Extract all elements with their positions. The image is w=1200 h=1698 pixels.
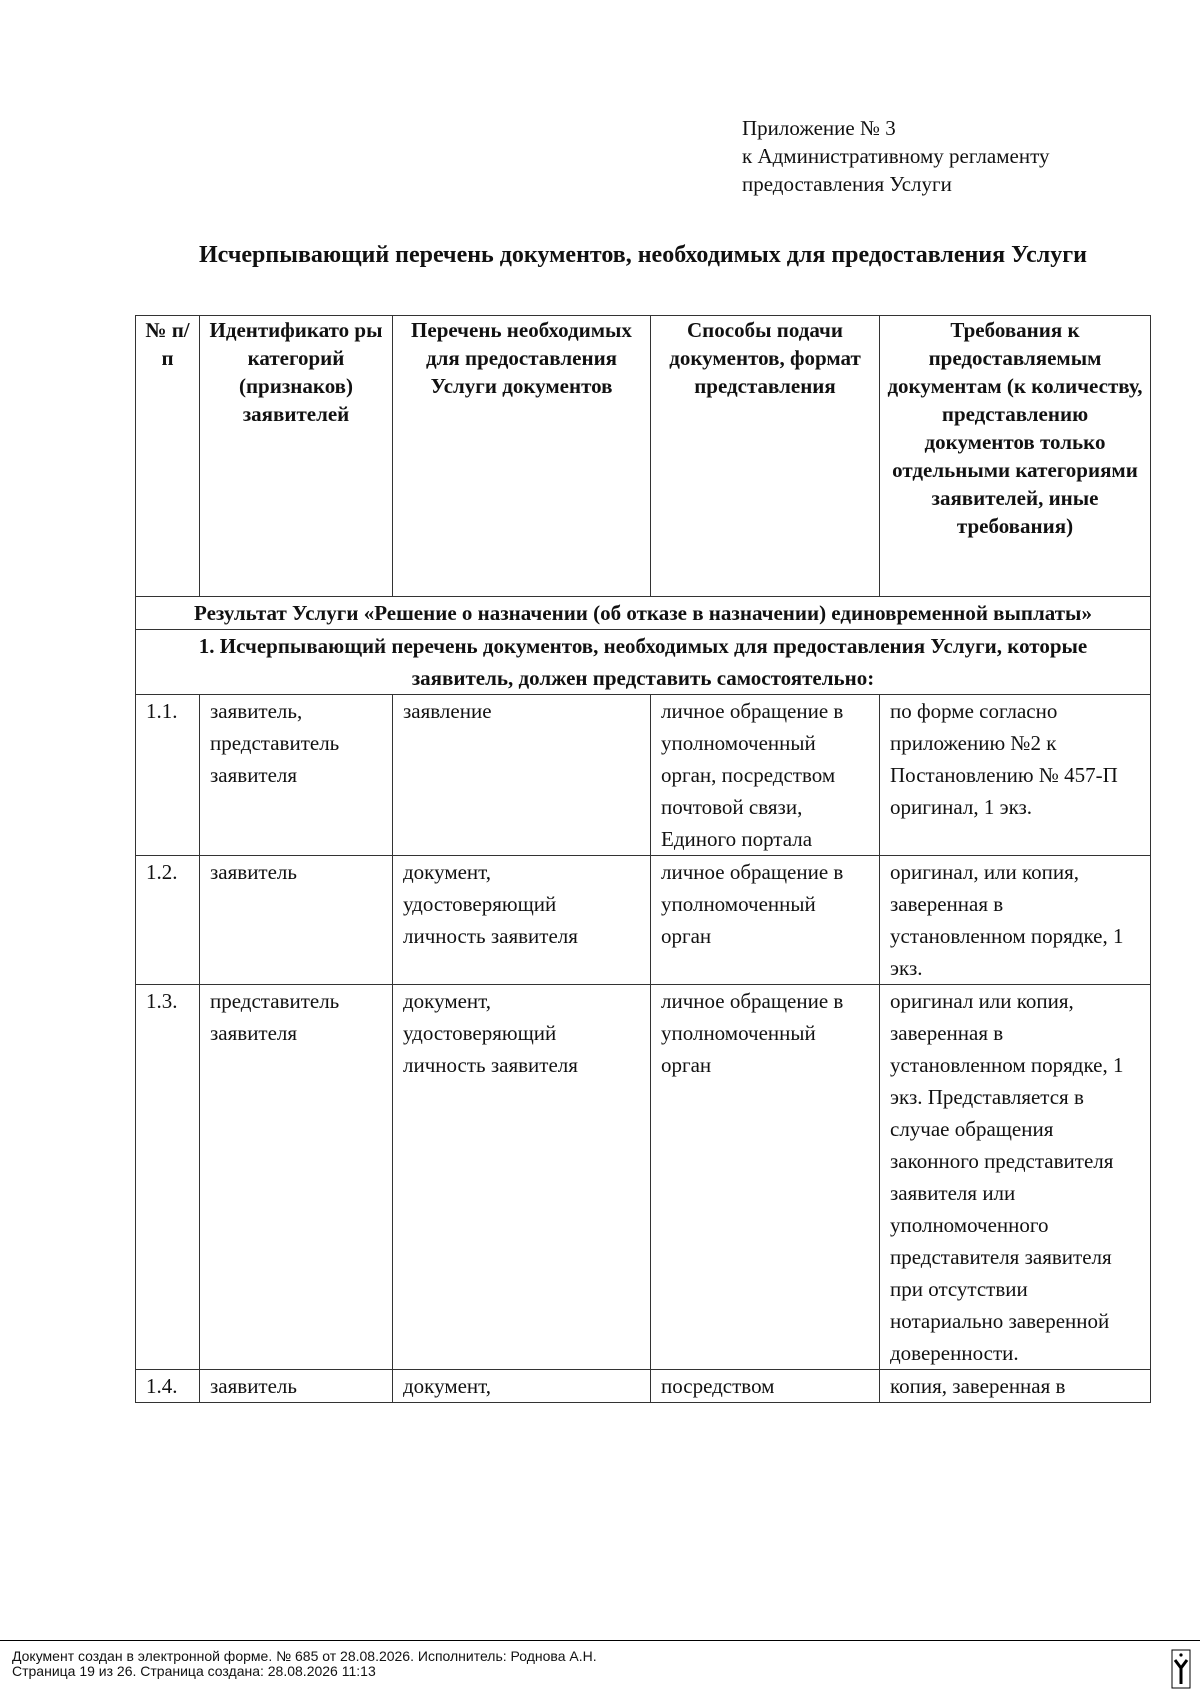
section-row [136,630,1151,695]
table-row [136,985,1151,1370]
header-requirements: Требования к предоставляемым документам (к количеству, представлению документов только отдельными категориями заявителей, иные требования) [880,316,1151,597]
appendix-line-1: Приложение № 3 [742,116,896,140]
row-method: личное обращение в уполномоченный орган [651,856,880,985]
row-number: 1.2. [136,856,200,985]
appendix-line-3: предоставления Услуги [742,172,952,196]
table-row [136,695,1151,856]
result-cell: Результат Услуги «Решение о назначении (об отказе в назначении) единовременной выплаты» [136,597,1151,630]
header-submission-methods: Способы подачи документов, формат представления [651,316,880,597]
table-header-row [136,316,1151,597]
page-footer [0,1640,1200,1679]
table-row [136,1370,1151,1403]
section-cell: 1. Исчерпывающий перечень документов, необходимых для предоставления Услуги, которые заявитель, должен представить самостоятельно: [136,630,1151,695]
row-number: 1.1. [136,695,200,856]
row-applicant: представитель заявителя [200,985,393,1370]
document-title: Исчерпывающий перечень документов, необходимых для предоставления Услуги [199,242,1087,268]
row-requirements: оригинал или копия, заверенная в установленном порядке, 1 экз. Представляется в случае обращения законного представителя заявителя или уполномоченного представителя заявителя при отсутствии нотариально заверенной доверенности. [880,985,1151,1370]
row-applicant: заявитель [200,1370,393,1403]
row-requirements: копия, заверенная в [880,1370,1151,1403]
row-number: 1.4. [136,1370,200,1403]
appendix-note [742,114,1049,198]
row-method: личное обращение в уполномоченный орган [651,985,880,1370]
row-requirements: по форме согласно приложению №2 к Постановлению № 457-П оригинал, 1 экз. [880,695,1151,856]
row-document: документ, [393,1370,651,1403]
header-documents-list: Перечень необходимых для предоставления Услуги документов [393,316,651,597]
row-document: документ, удостоверяющий личность заявителя [393,856,651,985]
emblem-icon [1170,1648,1192,1690]
row-document: заявление [393,695,651,856]
row-method: посредством [651,1370,880,1403]
table-row [136,856,1151,985]
documents-table [135,315,1151,1403]
row-document: документ, удостоверяющий личность заявителя [393,985,651,1370]
row-applicant: заявитель [200,856,393,985]
header-applicant-categories: Идентификато ры категорий (признаков) заявителей [200,316,393,597]
footer-document-info: Документ создан в электронной форме. № 685 от 28.08.2026. Исполнитель: Роднова А.Н. [12,1648,597,1664]
row-requirements: оригинал, или копия, заверенная в установленном порядке, 1 экз. [880,856,1151,985]
footer-page-info: Страница 19 из 26. Страница создана: 28.08.2026 11:13 [12,1663,376,1679]
result-row [136,597,1151,630]
row-applicant: заявитель, представитель заявителя [200,695,393,856]
appendix-line-2: к Административному регламенту [742,144,1050,168]
row-number: 1.3. [136,985,200,1370]
header-number: № п/п [136,316,200,597]
row-method: личное обращение в уполномоченный орган, посредством почтовой связи, Единого портала [651,695,880,856]
